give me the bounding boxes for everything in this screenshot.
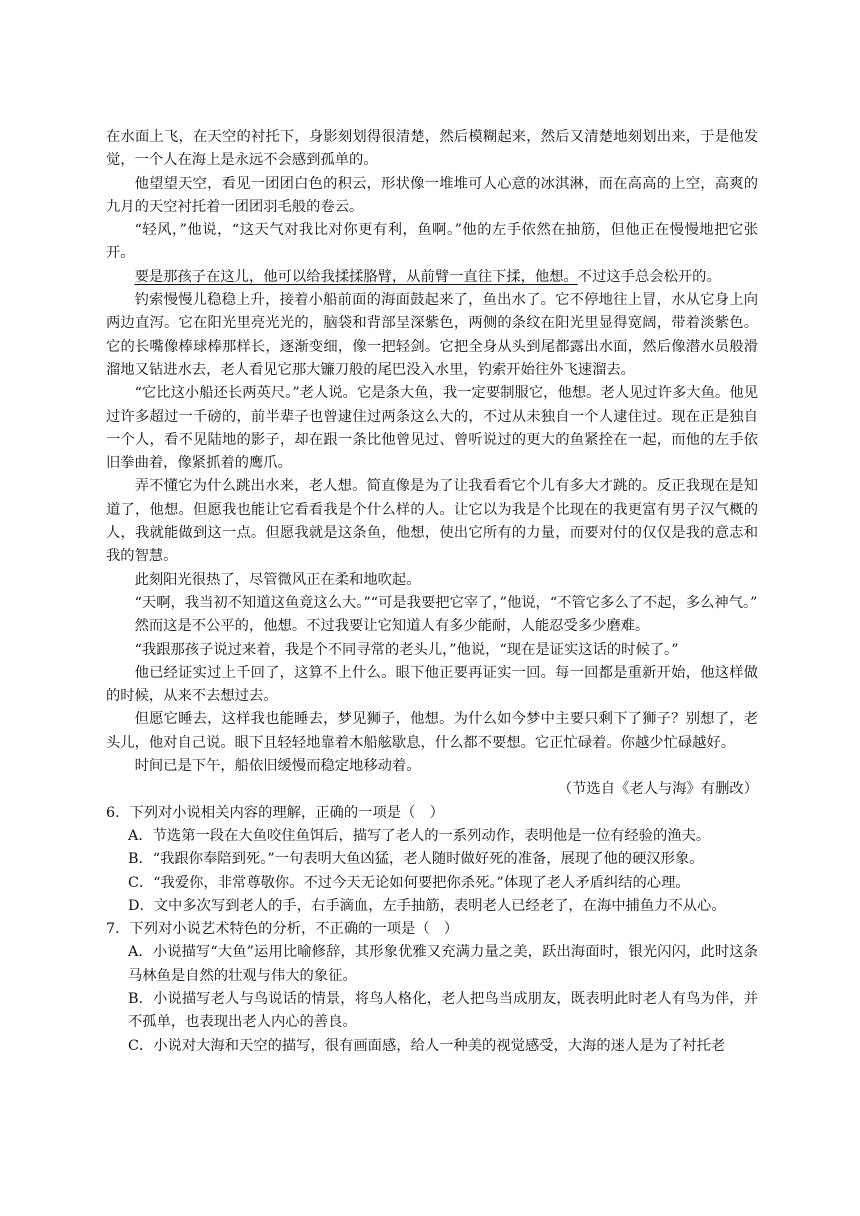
underlined-sentence: 要是那孩子在这儿，他可以给我揉揉胳臂，从前臂一直往下揉，他想。 [134,268,578,285]
passage-paragraph: 但愿它睡去，这样我也能睡去，梦见狮子，他想。为什么如今梦中主要只剩下了狮子？别想了，老头儿，他对自己说。眼下且轻轻地靠着木船舷歇息，什么都不要想。它正忙碌着。你越少忙碌越好。 [106,711,758,751]
passage-text: 不过这手总会松开的。 [577,268,721,285]
passage-paragraph-underlined [106,266,758,289]
passage-paragraph: 然而这是不公平的，他想。不过我要让它知道人有多少能耐，人能忍受多少磨难。 [134,618,650,635]
option-a: A．节选第一段在大鱼咬住鱼饵后，描写了老人的一系列动作，表明他是一位有经验的渔夫。 [128,827,711,844]
question-6 [106,802,758,918]
option-b: B．小说描写老人与鸟说话的情景，将鸟人格化，老人把鸟当成朋友，既表明此时老人有鸟为伴，并不孤单，也表现出老人内心的善良。 [128,990,758,1031]
passage-paragraph: 他望望天空，看见一团团白色的积云，形状像一堆堆可人心意的冰淇淋，而在高高的上空，高爽的九月的天空衬托着一团团羽毛般的卷云。 [106,175,758,215]
option-c: C．小说对大海和天空的描写，很有画面感，给人一种美的视觉感受，大海的迷人是为了衬托老 [128,1037,726,1054]
option-d: D．文中多次写到老人的手，右手滴血，左手抽筋，表明老人已经老了，在海中捕鱼力不从心。 [128,897,726,914]
passage-paragraph: 在水面上飞，在天空的衬托下，身影刻划得很清楚，然后模糊起来，然后又清楚地刻划出来，于是他发觉，一个人在海上是永远不会感到孤单的。 [106,129,758,169]
option-b: B．“我跟你奉陪到死。”一句表明大鱼凶猛，老人随时做好死的准备，展现了他的硬汉形象。 [128,851,704,868]
document-content [106,126,758,1058]
source-citation: （节选自《老人与海》有删改） [557,781,758,798]
passage-paragraph: “轻风，”他说，“这天气对我比对你更有利，鱼啊。”他的左手依然在抽筋，但他正在慢慢地把它张开。 [106,222,758,262]
passage-paragraph: 弄不懂它为什么跳出水来，老人想。简直像是为了让我看看它个儿有多大才跳的。反正我现在是知道了，他想。但愿我也能让它看看我是个什么样的人。让它以为我是个比现在的我更富有男子汉气概的人，我就能做到这一点。但愿我就是这条鱼，他想，使出它所有的力量，而要对付的仅仅是我的意志和我的智慧。 [106,478,758,565]
passage-paragraph: 此刻阳光很热了，尽管微风正在柔和地吹起。 [134,571,421,588]
passage-paragraph: “我跟那孩子说过来着，我是个不同寻常的老头儿，”他说，“现在是证实这话的时候了。” [134,641,679,658]
option-c: C．“我爱你，非常尊敬你。不过今天无论如何要把你杀死。”体现了老人矛盾纠结的心理。 [128,874,690,891]
option-a: A．小说描写“大鱼”运用比喻修辞，其形象优雅又充满力量之美，跃出海面时，银光闪闪，此时这条马林鱼是自然的壮观与伟大的象征。 [128,944,758,984]
question-stem: 6．下列对小说相关内容的理解，正确的一项是（ ） [106,804,444,821]
passage-paragraph: 时间已是下午，船依旧缓慢而稳定地移动着。 [134,758,421,775]
passage-paragraph: 钓索慢慢儿稳稳上升，接着小船前面的海面鼓起来了，鱼出水了。它不停地往上冒，水从它身上向两边直泻。它在阳光里亮光光的，脑袋和背部呈深紫色，两侧的条纹在阳光里显得宽阔，带着淡紫色。它的长嘴像棒球棒那样长，逐渐变细，像一把轻剑。它把全身从头到尾都露出水面，然后像潜水员般滑溜地又钻进水去，老人看见它那大镰刀般的尾巴没入水里，钓索开始往外飞速溜去。 [106,292,758,378]
question-stem: 7．下列对小说艺术特色的分析，不正确的一项是（ ） [106,921,459,938]
passage-paragraph: “天啊，我当初不知道这鱼竟这么大。”“可是我要把它宰了，”他说，“不管它多么了不起，多么神气。” [134,594,758,611]
passage-paragraph: “它比这小船还长两英尺。”老人说。它是条大鱼，我一定要制服它，他想。老人见过许多大鱼。他见过许多超过一千磅的，前半辈子也曾逮住过两条这么大的，不过从未独自一个人逮住过。现在正是独自一个人，看不见陆地的影子，却在跟一条比他曾见过、曾听说过的更大的鱼紧拴在一起，而他的左手依旧拳曲着，像紧抓着的鹰爪。 [106,385,758,472]
passage-paragraph: 他已经证实过上千回了，这算不上什么。眼下他正要再证实一回。每一回都是重新开始，他这样做的时候，从来不去想过去。 [106,664,758,705]
question-7 [106,918,758,1058]
